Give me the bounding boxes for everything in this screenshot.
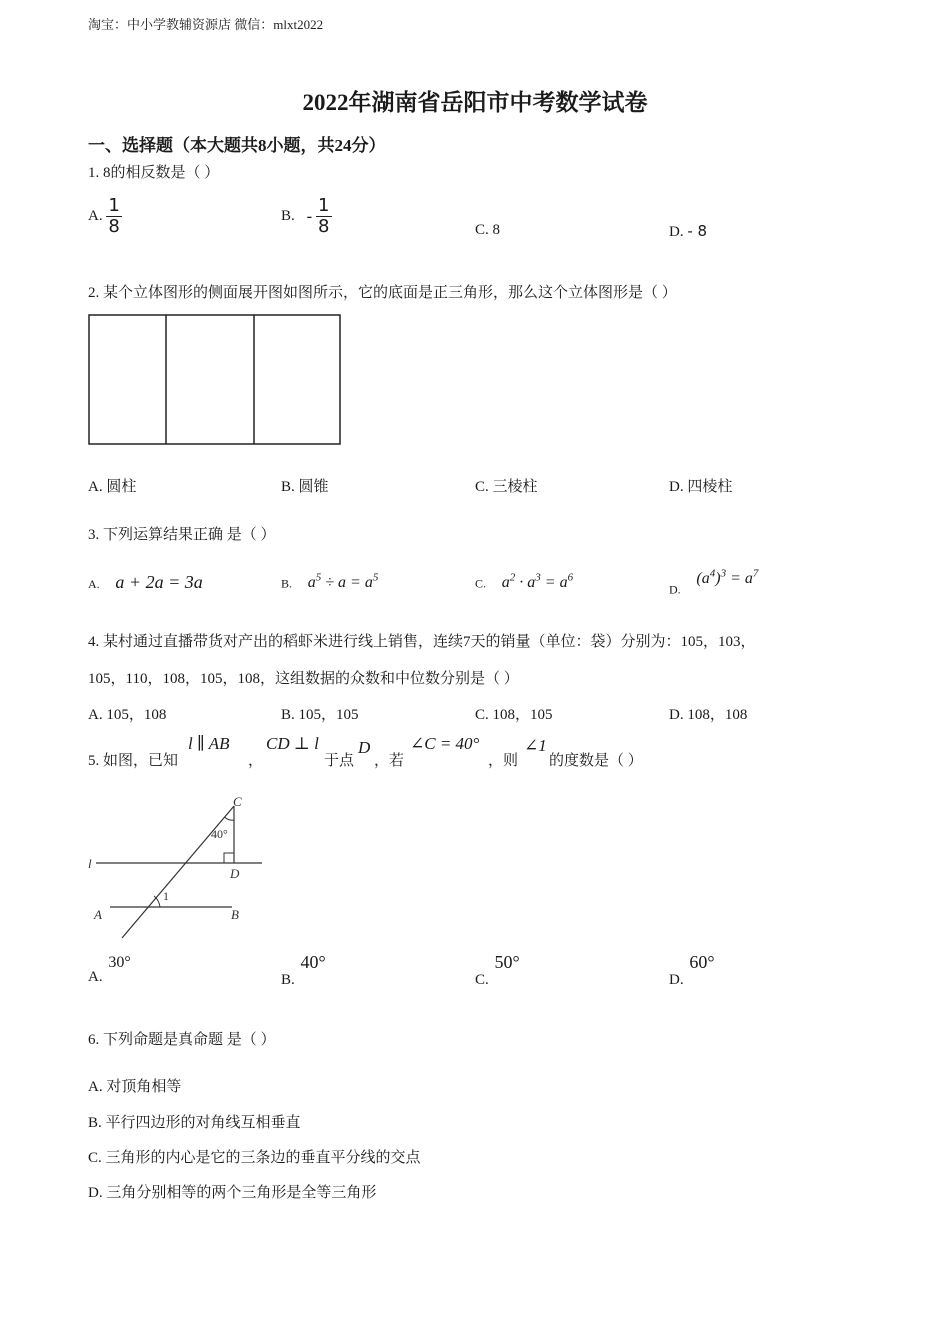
q3-option-d [669,568,758,597]
q3-d-exp2: 3 [720,568,727,580]
q5-option-a [88,954,131,986]
q3-option-b [281,572,378,592]
transversal [122,806,234,938]
q6-option-a: A. 对顶角相等 [88,1079,182,1095]
q2-stem: 2. 某个立体图形的侧面展开图如图所示，它的底面是正三角形，那么这个立体图形是（ ） [88,285,677,301]
q6-option-d: D. 三角分别相等的两个三角形是全等三角形 [88,1185,377,1201]
q5-a-value: 30° [108,954,131,971]
q5-t5: ，则 [488,753,519,769]
q1-b-numerator: 1 [318,195,330,216]
q1-a-denominator: 8 [108,216,120,237]
q3-d-open: (a [696,570,710,588]
q5-t2: ， [248,753,264,769]
right-angle-mark [224,853,234,863]
q1-d-value: - 8 [687,222,708,240]
q5-t1: 5. 如图，已知 [88,753,179,769]
q1-a-fraction [106,196,121,237]
q4-stem-line1: 4. 某村通过直播带货对产出的稻虾米进行线上销售，连续7天的销量（单位：袋）分别为：105，103， [88,634,756,650]
q5-t4: ，若 [374,753,405,769]
q4-stem-line2: 105，110，108，105，108，这组数据的众数和中位数分别是（ ） [88,671,519,687]
q1-option-a [88,196,122,237]
q2-option-a: A. 圆柱 [88,479,137,495]
q2-option-b: B. 圆锥 [281,479,329,495]
q1-stem: 1. 8的相反数是（ ） [88,165,220,181]
q1-a-label: A. [88,208,103,224]
q2-option-c: C. 三棱柱 [475,479,538,495]
q6-stem: 6. 下列命题是真命题 是（ ） [88,1032,276,1048]
q3-d-close: ) [715,570,721,588]
net-outline [89,315,340,444]
q3-a-expr: a + 2a = 3a [115,572,203,592]
label-angle-1: 1 [163,889,169,903]
q1-b-denominator: 8 [318,216,330,237]
q5-geometry-figure [84,792,268,944]
q1-option-c: C. 8 [475,222,501,238]
q1-d-label: D. [669,224,684,240]
q5-a-label: A. [88,969,103,985]
q3-option-c [475,572,573,592]
q3-c-expr [502,574,573,591]
q5-option-b [281,952,326,989]
q5-d-value: 60° [689,952,715,972]
q3-c-label: C. [475,576,487,591]
q3-d-expr [696,570,758,587]
q5-math-angle-1: ∠1 [524,736,547,755]
q3-c-exp2: 3 [535,572,541,584]
q4-option-a: A. 105，108 [88,707,167,723]
label-d: D [230,866,240,881]
q2-net-figure [88,313,342,446]
q4-option-c: C. 108，105 [475,707,553,723]
q5-option-c [475,952,520,989]
q5-d-label: D. [669,972,684,988]
q5-c-label: C. [475,972,489,988]
q5-math-d: D [358,738,371,757]
q1-b-sign: - [306,207,313,226]
q3-c-exp3: 6 [567,572,574,584]
section-heading: 一、选择题（本大题共8小题，共24分） [88,136,386,155]
q3-d-exp3: 7 [752,568,759,580]
q1-a-numerator: 1 [108,195,120,216]
q5-t3: 于点 [324,753,355,769]
angle-c-arc [225,817,235,820]
q5-c-value: 50° [494,952,520,972]
q3-c-exp: 2 [509,572,516,584]
q3-b-expr [308,574,379,591]
q3-b-exp: 5 [315,572,322,584]
q3-c-mid2: = a [540,574,568,592]
q5-math-perp: CD ⊥ l [266,734,319,753]
q3-c-base: a [501,574,510,592]
q5-t6: 的度数是（ ） [549,753,643,769]
page-title: 2022年湖南省岳阳市中考数学试卷 [302,90,648,115]
q3-b-base: a [307,574,316,592]
label-a: A [94,907,102,922]
q5-math-parallel: l ∥ AB [188,734,230,753]
q5-b-label: B. [281,972,295,988]
q4-option-d: D. 108，108 [669,707,748,723]
q3-b-mid: ÷ a = a [321,574,373,592]
q1-b-fraction [316,196,331,237]
label-l: l [88,856,92,871]
q6-option-b: B. 平行四边形的对角线互相垂直 [88,1115,301,1131]
page-header: 淘宝：中小学教辅资源店 微信：mlxt2022 [88,17,324,32]
q3-stem: 3. 下列运算结果正确 是（ ） [88,527,276,543]
q5-math-angle-c: ∠C = 40° [410,734,480,753]
q3-c-mid: · a [515,574,536,592]
q1-b-label: B. [281,208,295,224]
q4-option-b: B. 105，105 [281,707,359,723]
q3-a-label: A. [88,577,100,591]
q5-b-value: 40° [300,952,326,972]
label-c: C [233,794,242,809]
q3-option-a [88,572,203,593]
q3-d-label: D. [669,582,681,597]
q3-d-exp: 4 [709,568,716,580]
q5-option-d [669,952,715,989]
q1-option-b [281,196,332,237]
q6-option-c: C. 三角形的内心是它的三条边的垂直平分线的交点 [88,1150,421,1166]
label-b: B [231,907,239,922]
q3-b-exp2: 5 [372,572,379,584]
q3-b-label: B. [281,576,293,591]
q1-option-d [669,222,707,241]
q3-d-mid: = a [726,570,753,588]
q2-option-d: D. 四棱柱 [669,479,733,495]
label-angle-40: 40° [211,827,228,841]
